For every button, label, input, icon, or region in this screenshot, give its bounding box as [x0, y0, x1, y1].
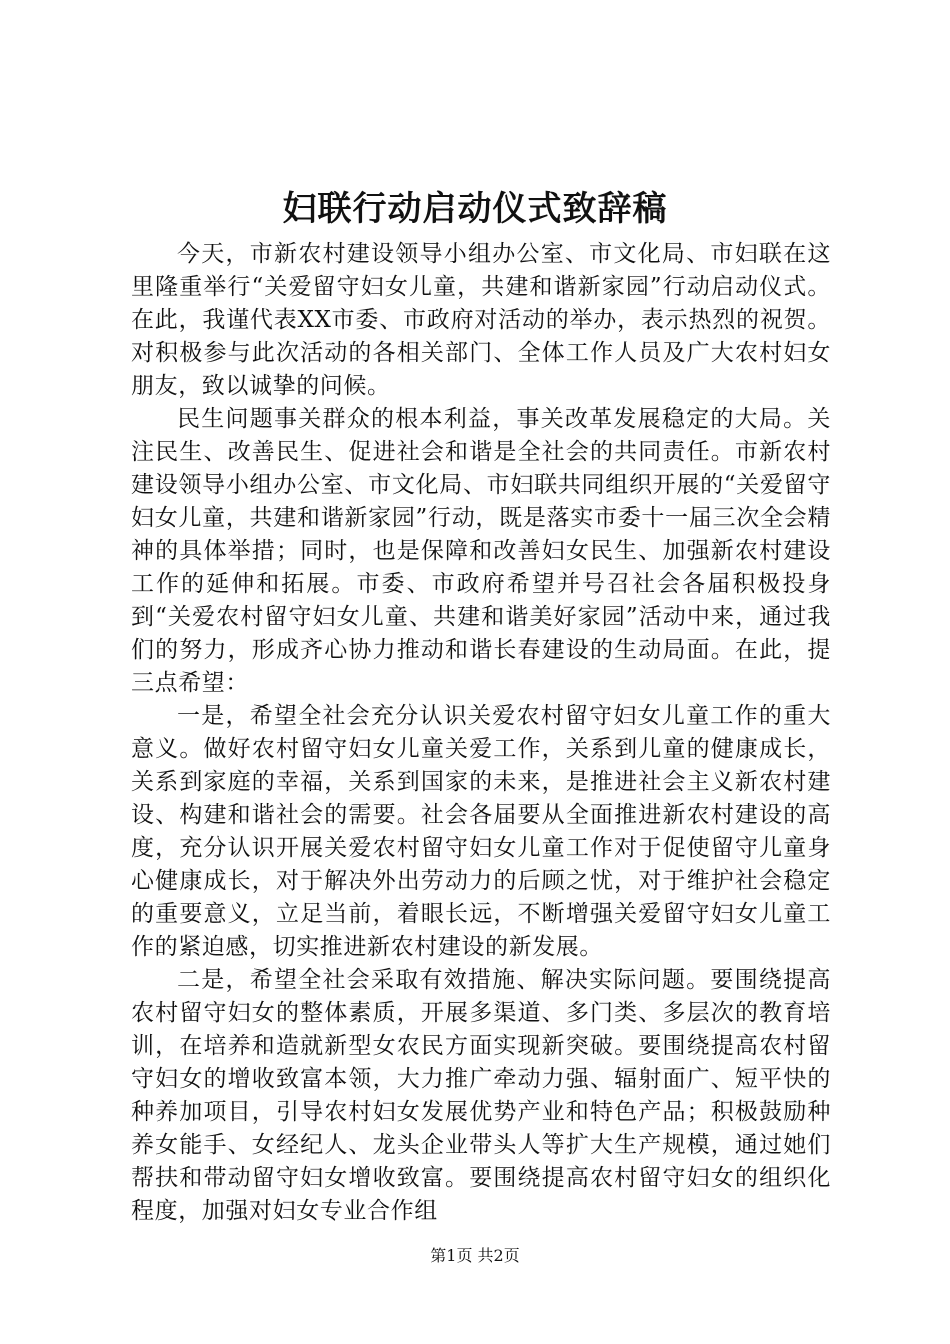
- paragraph-2: 民生问题事关群众的根本利益，事关改革发展稳定的大局。关注民生、改善民生、促进社会和谐是全社会的共同责任。市新农村建设领导小组办公室、市文化局、市妇联共同组织开展的“关爱留守妇女儿童，共建和谐新家园”行动，既是落实市委十一届三次全会精神的具体举措；同时，也是保障和改善妇女民生、加强新农村建设工作的延伸和拓展。市委、市政府希望并号召社会各届积极投身到“关爱农村留守妇女儿童、共建和谐美好家园”活动中来，通过我们的努力，形成齐心协力推动和谐长春建设的生动局面。在此，提三点希望：: [131, 406, 831, 696]
- document-body: [131, 238, 831, 1228]
- paragraph-4: 二是，希望全社会采取有效措施、解决实际问题。要围绕提高农村留守妇女的整体素质，开展多渠道、多门类、多层次的教育培训，在培养和造就新型女农民方面实现新突破。要围绕提高农村留守妇女的增收致富本领，大力推广牵动力强、辐射面广、短平快的种养加项目，引导农村妇女发展优势产业和特色产品；积极鼓励种养女能手、女经纪人、龙头企业带头人等扩大生产规模，通过她们帮扶和带动留守妇女增收致富。要围绕提高农村留守妇女的组织化程度，加强对妇女专业合作组: [131, 967, 831, 1224]
- paragraph-1: 今天，市新农村建设领导小组办公室、市文化局、市妇联在这里隆重举行“关爱留守妇女儿童，共建和谐新家园”行动启动仪式。在此，我谨代表XX市委、市政府对活动的举办，表示热烈的祝贺。对积极参与此次活动的各相关部门、全体工作人员及广大农村妇女朋友，致以诚挚的问候。: [131, 241, 831, 399]
- paragraph-3: 一是，希望全社会充分认识关爱农村留守妇女儿童工作的重大意义。做好农村留守妇女儿童关爱工作，关系到儿童的健康成长，关系到家庭的幸福，关系到国家的未来，是推进社会主义新农村建设、构建和谐社会的需要。社会各届要从全面推进新农村建设的高度，充分认识开展关爱农村留守妇女儿童工作对于促使留守儿童身心健康成长，对于解决外出劳动力的后顾之忧，对于维护社会稳定的重要意义，立足当前，着眼长远，不断增强关爱留守妇女儿童工作的紧迫感，切实推进新农村建设的新发展。: [131, 703, 831, 960]
- document-title: 妇联行动启动仪式致辞稿: [282, 189, 668, 229]
- page-number-footer: 第1页 共2页: [430, 1246, 520, 1265]
